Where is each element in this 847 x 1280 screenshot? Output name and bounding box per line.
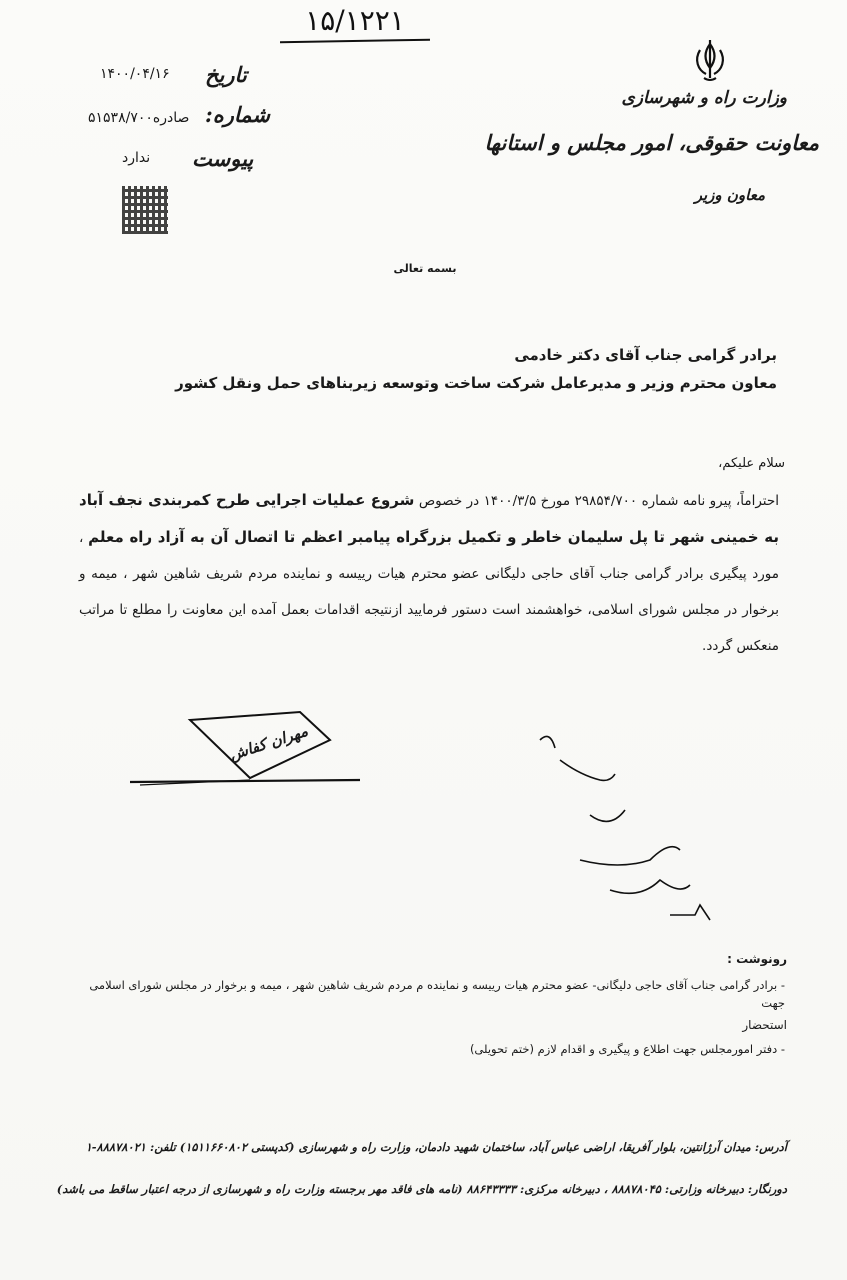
- iran-emblem-icon: [690, 38, 730, 86]
- signature-name: مهران کفاش: [227, 721, 311, 765]
- attachment-label: پیوست: [192, 146, 254, 171]
- attachment-value: ندارد: [122, 150, 151, 166]
- cc-item-1: - برادر گرامی جناب آقای حاجی دلیگانی- عضو محترم هیات رییسه و نماینده م مردم شریف شاهین شهر ، میمه و برخوار در مجلس شورای اسلامی جهت: [89, 978, 785, 1010]
- cc-item-1-end: استحضار: [742, 1018, 787, 1032]
- date-label: تاریخ: [205, 62, 247, 87]
- handwritten-annotation-icon: [520, 720, 730, 940]
- body-text-intro: احتراماً، پیرو نامه شماره ۲۹۸۵۴/۷۰۰ مورخ ۱۴۰۰/۳/۵ در خصوص: [418, 493, 779, 509]
- deputy-office-name: معاونت حقوقی، امور مجلس و استانها: [484, 130, 819, 155]
- deputy-minister-title: معاون وزیر: [694, 186, 765, 204]
- letter-body: [79, 482, 779, 664]
- footer-address: آدرس: میدان آرژانتین، بلوار آفریقا، اراضی عباس آباد، ساختمان شهید دادمان، وزارت راه و شهرسازی (کدپستی ۱۵۱۱۶۶۰۸۰۲) تلفن: ۸۸۸۷۸۰۲۱-۱: [85, 1140, 787, 1154]
- handwritten-reference-number: ۱۵/۱۲۲۱: [305, 4, 405, 37]
- ministry-name: وزارت راه و شهرسازی: [621, 88, 787, 108]
- cc-item-2: - دفتر امورمجلس جهت اطلاع و پیگیری و اقدام لازم (ختم تحویلی): [469, 1042, 785, 1056]
- cc-label: رونوشت :: [727, 952, 787, 966]
- recipient-name: برادر گرامی جناب آقای دکتر خادمی: [514, 346, 777, 364]
- number-value: ۵۱۵۳۸/۷۰۰صادره: [88, 110, 190, 126]
- recipient-title: معاون محترم وزیر و مدیرعامل شرکت ساخت وتوسعه زیربناهای حمل ونقل کشور: [175, 374, 777, 392]
- salutation: سلام علیکم،: [718, 456, 785, 471]
- number-label: شماره:: [205, 102, 271, 127]
- body-text-request: ، مورد پیگیری برادر گرامی جناب آقای حاجی دلیگانی عضو محترم هیات رییسه و نماینده مردم شریف شاهین شهر ، میمه و برخوار در مجلس شورای اسلامی، خواهشمند است دستور فرمایید ازنتیجه اقدامات بعمل آمده این معاونت را مطلع تا مراتب منعکس گردد.: [79, 530, 779, 654]
- reference-underline: [280, 39, 430, 44]
- footer-fax: دورنگار: دبیرخانه وزارتی: ۸۸۸۷۸۰۴۵ ، دبیرخانه مرکزی: ۸۸۶۴۳۳۳۳ (نامه های فاقد مهر برجسته وزارت راه و شهرسازی از درجه اعتبار ساقط می باشد): [56, 1182, 787, 1196]
- body-text-subject: شروع عملیات اجرایی طرح کمربندی نجف آباد به خمینی شهر تا پل سلیمان خاطر و تکمیل بزرگراه پیامبر اعظم تا اتصال آن به آزاد راه معلم: [79, 491, 779, 546]
- bismillah: بسمه تعالی: [393, 262, 457, 275]
- qr-code-icon: [122, 186, 168, 234]
- date-value: ۱۴۰۰/۰۴/۱۶: [100, 66, 170, 82]
